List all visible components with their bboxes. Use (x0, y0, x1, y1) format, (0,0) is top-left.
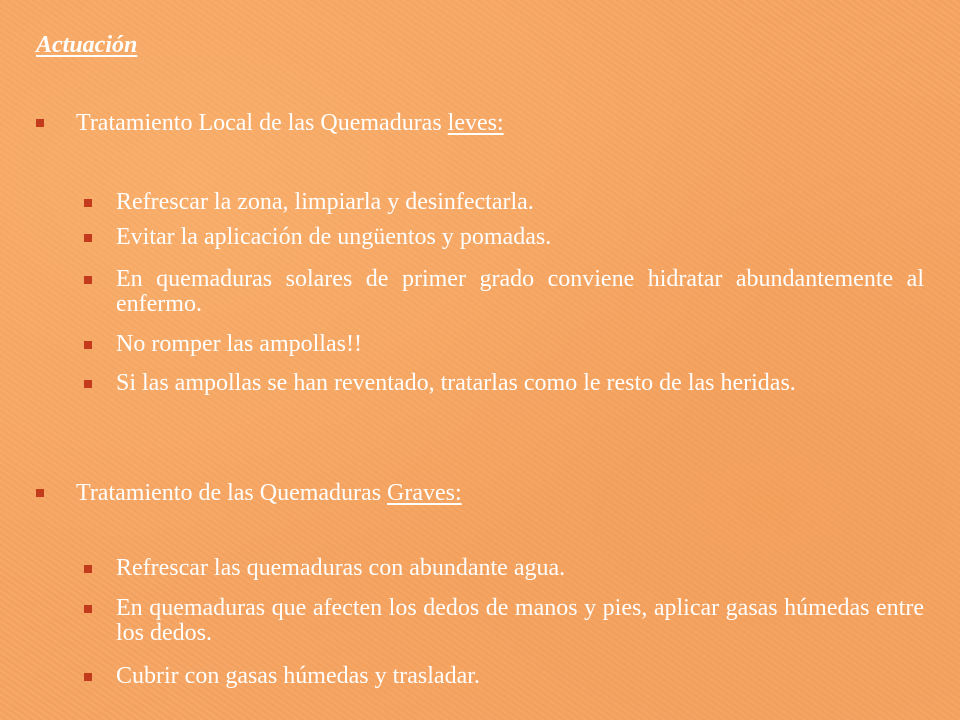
square-bullet-icon (36, 119, 44, 127)
square-bullet-icon (84, 341, 92, 349)
list-item (84, 556, 924, 581)
square-bullet-icon (84, 234, 92, 242)
list-item-text: Evitar la aplicación de ungüentos y pomadas. (116, 224, 552, 250)
list-item-text: En quemaduras que afecten los dedos de manos y pies, aplicar gasas húmedas entre los dedos. (116, 595, 924, 646)
list-item (84, 190, 924, 215)
square-bullet-icon (84, 380, 92, 388)
square-bullet-icon (84, 276, 92, 284)
square-bullet-icon (84, 673, 92, 681)
section-heading-text (76, 108, 504, 138)
square-bullet-icon (84, 199, 92, 207)
section-heading-prefix: Tratamiento de las Quemaduras (76, 480, 388, 506)
list-item-text: Si las ampollas se han reventado, tratarlas como le resto de las heridas. (116, 370, 796, 396)
section-heading-underlined: leves: (447, 110, 504, 136)
list-item (84, 225, 924, 250)
list-item-text: En quemaduras solares de primer grado conviene hidratar abundantemente al enfermo. (116, 266, 924, 317)
list-item-text: Refrescar las quemaduras con abundante agua. (116, 555, 566, 581)
list-item (84, 332, 924, 357)
slide-title: Actuación (36, 32, 138, 58)
square-bullet-icon (36, 489, 44, 497)
list-item (84, 371, 924, 396)
list-item-text: Cubrir con gasas húmedas y trasladar. (116, 663, 480, 689)
list-item-text: No romper las ampollas!! (116, 331, 362, 357)
square-bullet-icon (84, 565, 92, 573)
section-heading-underlined: Graves: (387, 480, 462, 506)
square-bullet-icon (84, 605, 92, 613)
section-heading-prefix: Tratamiento Local de las Quemaduras (76, 110, 448, 136)
list-item (84, 596, 924, 646)
list-item (84, 267, 924, 317)
section-heading-text (76, 478, 462, 508)
list-item-text: Refrescar la zona, limpiarla y desinfectarla. (116, 189, 534, 215)
list-item (84, 664, 924, 689)
